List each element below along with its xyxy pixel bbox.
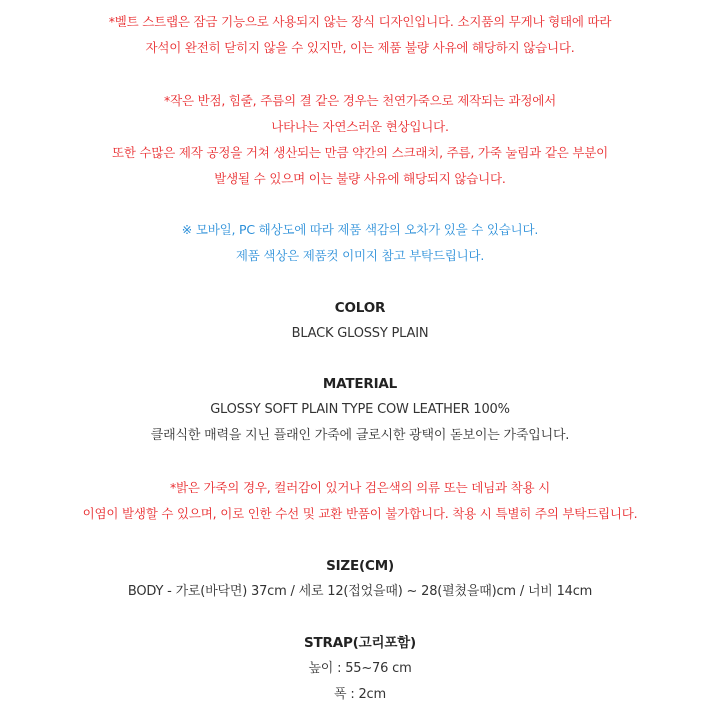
color-heading: COLOR	[334, 300, 386, 316]
color-notice	[0, 217, 720, 269]
color-section	[0, 295, 720, 347]
strap-notice-line: 자석이 완전히 닫히지 않을 수 있지만, 이는 제품 불량 사유에 해당하지 않습니다.	[145, 40, 575, 55]
material-value: GLOSSY SOFT PLAIN TYPE COW LEATHER 100%	[210, 402, 510, 417]
strap-section	[0, 630, 720, 708]
material-warning-line: 이염이 발생할 수 있으며, 이로 인한 수선 및 교환 반품이 불가합니다. 착용 시 특별히 주의 부탁드립니다.	[82, 506, 638, 521]
leather-notice-line: *작은 반점, 힘줄, 주름의 결 같은 경우는 천연가죽으로 제작되는 과정에서	[164, 93, 556, 108]
strap-width-value: 폭 : 2cm	[334, 687, 386, 702]
strap-height-value: 높이 : 55~76 cm	[308, 661, 412, 676]
color-notice-line: 제품 색상은 제품컷 이미지 참고 부탁드립니다.	[235, 248, 485, 263]
leather-notice-line: 발생될 수 있으며 이는 불량 사유에 해당되지 않습니다.	[214, 171, 506, 186]
color-value: BLACK GLOSSY PLAIN	[291, 326, 429, 341]
color-notice-line: ※ 모바일, PC 해상도에 따라 제품 색감의 오차가 있을 수 있습니다.	[181, 222, 539, 237]
size-heading: SIZE(CM)	[326, 558, 394, 574]
size-section	[0, 553, 720, 605]
leather-notice	[0, 88, 720, 192]
leather-notice-line: 나타나는 자연스러운 현상입니다.	[271, 119, 449, 134]
material-warning	[0, 475, 720, 527]
strap-notice	[0, 9, 720, 61]
material-section	[0, 371, 720, 449]
leather-notice-line: 또한 수많은 제작 공정을 거쳐 생산되는 만큼 약간의 스크래치, 주름, 가죽 눌림과 같은 부분이	[112, 145, 608, 160]
material-heading: MATERIAL	[322, 376, 398, 392]
size-body-value: BODY - 가로(바닥면) 37cm / 세로 12(접었을때) ~ 28(펼쳤을때)cm / 너비 14cm	[127, 584, 593, 599]
material-description: 클래식한 매력을 지닌 플래인 가죽에 글로시한 광택이 돋보이는 가죽입니다.	[150, 428, 570, 443]
strap-notice-line: *벨트 스트랩은 잠금 기능으로 사용되지 않는 장식 디자인입니다. 소지품의 무게나 형태에 따라	[108, 14, 612, 29]
material-warning-line: *밝은 가죽의 경우, 컬러감이 있거나 검은색의 의류 또는 데님과 착용 시	[169, 480, 551, 495]
strap-heading: STRAP(고리포함)	[304, 635, 416, 651]
